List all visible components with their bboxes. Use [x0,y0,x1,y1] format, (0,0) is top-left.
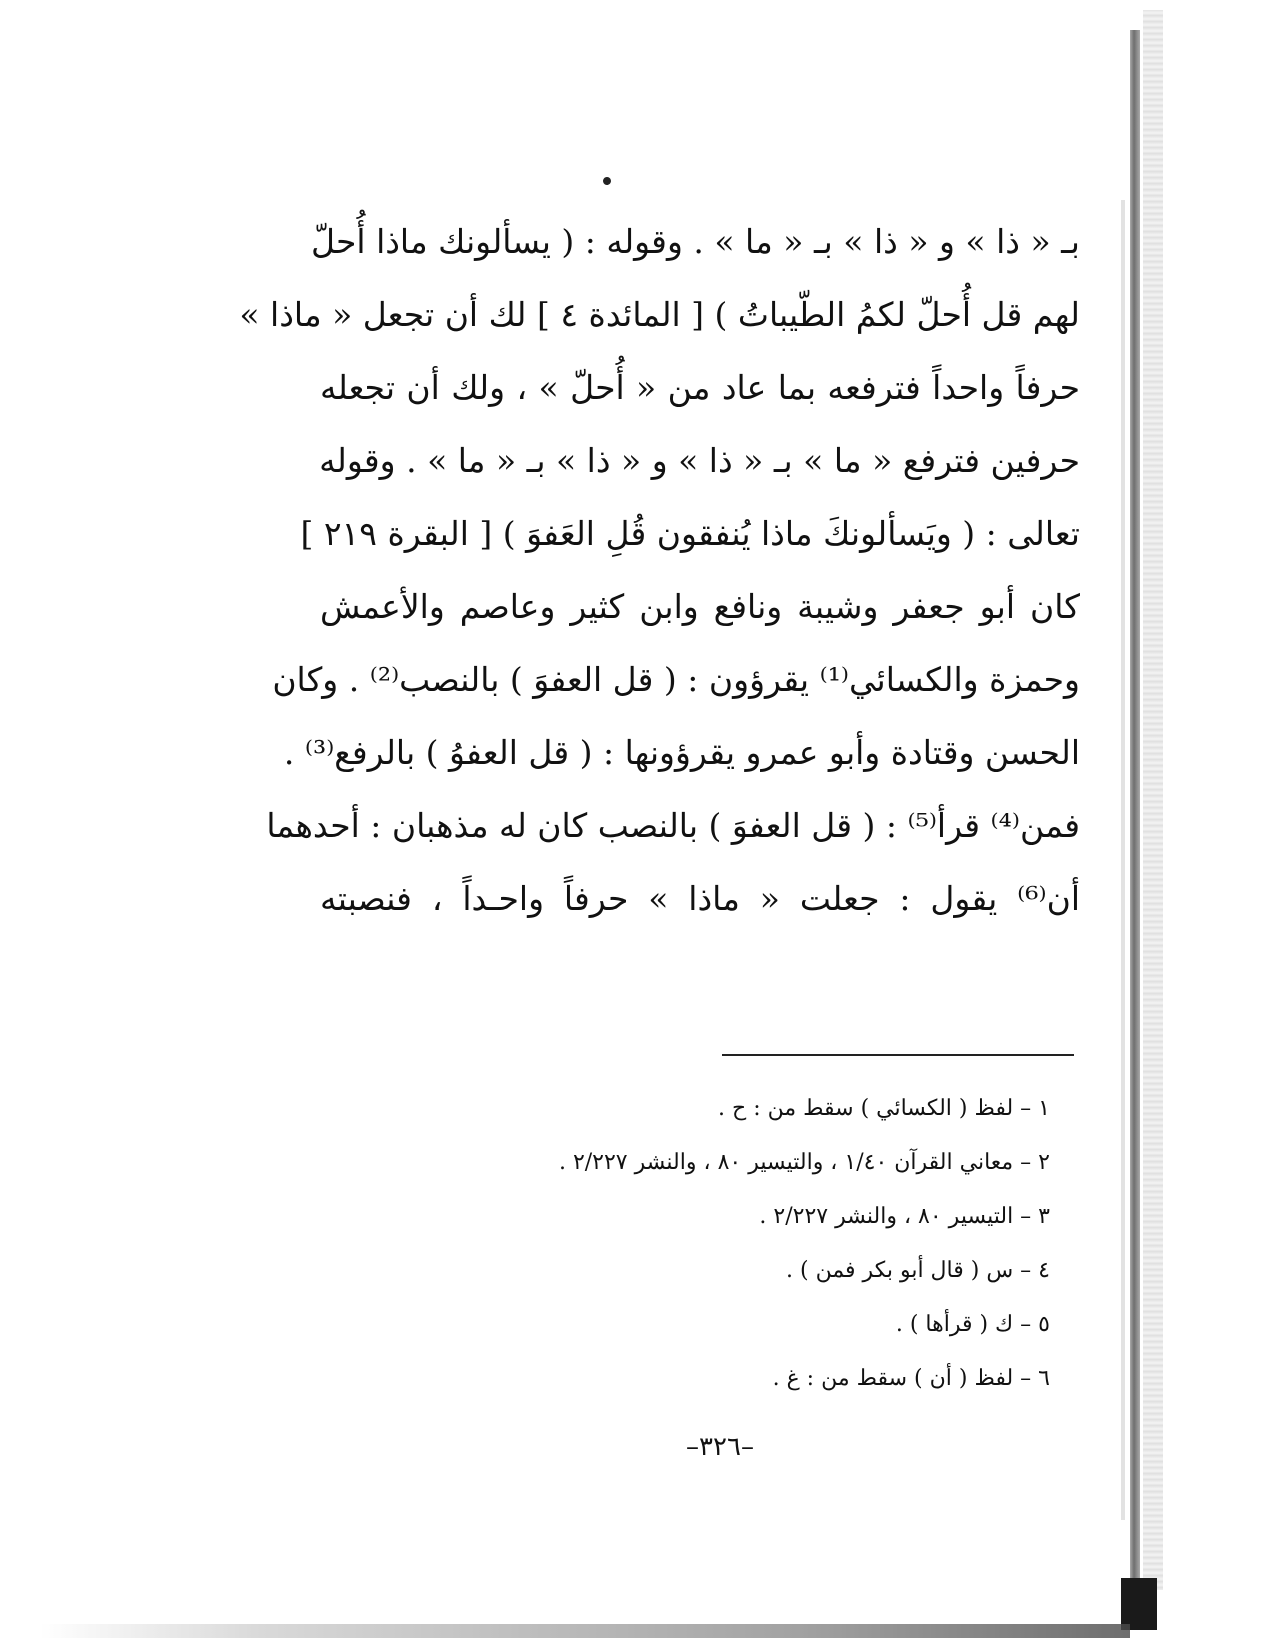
footnote-3: ٣ – التيسير ٨٠ ، والنشر ٢/٢٢٧ . [759,1204,1050,1229]
footnote-5: ٥ – ك ( قرأها ) . [895,1312,1050,1337]
footnote-1: ١ – لفظ ( الكسائي ) سقط من : ح . [718,1096,1050,1121]
body-line: حرفاً واحداً فترفعه بما عاد من « أُحلّ » ، ولك أن تجعله [320,368,1080,407]
footnote-2: ٢ – معاني القرآن ١/٤٠ ، والتيسير ٨٠ ، والنشر ٢/٢٢٧ . [558,1150,1050,1175]
body-line: فمن⁽⁴⁾ قرأ⁽⁵⁾ : ( قل العفوَ ) بالنصب كان له مذهبان : أحدهما [266,806,1080,845]
body-line: بـ « ذا » و « ذا » بـ « ما » . وقوله : ( يسألونك ماذا أُحلّ [311,222,1080,261]
scan-bottom-edge [40,1624,1130,1638]
scan-edge-noise [1143,10,1163,1590]
body-line: أن⁽⁶⁾ يقول : جعلت « ماذا » حرفاً واحـداً ، فنصبته [320,879,1080,918]
footnote-divider [722,1054,1074,1056]
scan-binding-edge [1130,30,1140,1590]
footnotes-block [360,1082,1050,1406]
page-number: –٣٢٦– [686,1432,754,1462]
ink-speck [602,176,613,187]
body-line: وحمزة والكسائي⁽¹⁾ يقرؤون : ( قل العفوَ ) بالنصب⁽²⁾ . وكان [272,660,1080,699]
main-text-block [239,205,1080,935]
footnote-6: ٦ – لفظ ( أن ) سقط من : غ . [772,1366,1050,1391]
body-line: كان أبو جعفر وشيبة ونافع وابن كثير وعاصم والأعمش [320,587,1080,626]
footnote-4: ٤ – س ( قال أبو بكر فمن ) . [786,1258,1050,1283]
body-line: الحسن وقتادة وأبو عمرو يقرؤونها : ( قل العفوُ ) بالرفع⁽³⁾ . [283,733,1080,772]
body-line: تعالى : ( ويَسألونكَ ماذا يُنفقون قُلِ العَفوَ ) [ البقرة ٢١٩ ] [300,514,1080,553]
body-line: حرفين فترفع « ما » بـ « ذا » و « ذا » بـ « ما » . وقوله [319,441,1080,480]
scan-corner-artifact [1121,1578,1157,1630]
body-line: لهم قل أُحلّ لكمُ الطّيباتُ ) [ المائدة ٤ ] لك أن تجعل « ماذا » [239,295,1080,334]
scan-edge-shadow [1121,200,1125,1520]
